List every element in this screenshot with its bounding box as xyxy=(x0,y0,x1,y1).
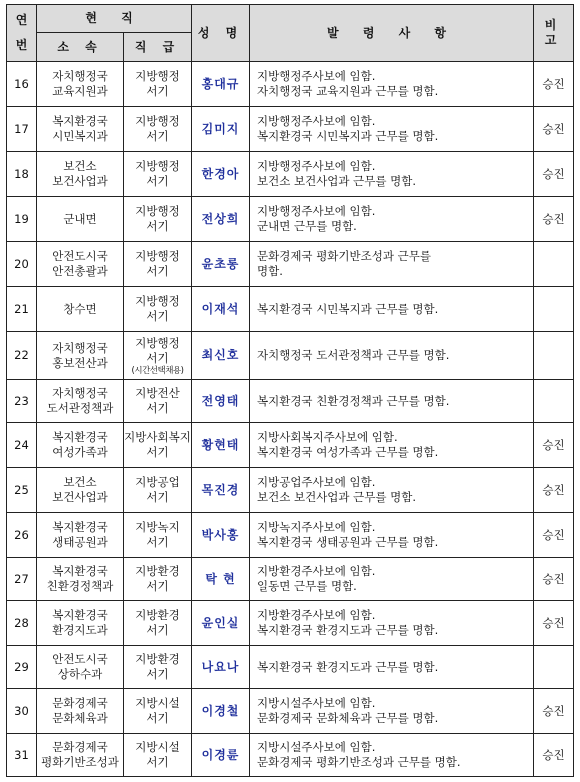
rank-line: 지방행정 xyxy=(135,294,180,308)
department-line: 복지환경국 xyxy=(52,114,108,128)
header-remarks: 비 고 xyxy=(534,5,574,62)
table-row xyxy=(7,62,574,107)
table-row xyxy=(7,689,574,734)
appointment-detail-line: 복지환경국 환경지도과 근무를 명함. xyxy=(257,659,439,674)
appointment-detail-line: 복지환경국 시민복지과 근무를 명함. xyxy=(257,129,439,143)
table-row xyxy=(7,152,574,197)
department-cell xyxy=(37,558,124,601)
rank-line: 지방행정 xyxy=(135,69,180,83)
remarks-cell: 승진 xyxy=(534,734,574,777)
remarks-cell: 승진 xyxy=(534,62,574,107)
rank-cell xyxy=(124,646,192,689)
department-cell xyxy=(37,646,124,689)
department-line: 안전총괄과 xyxy=(52,264,108,278)
department-cell xyxy=(37,242,124,287)
serial-number-cell: 30 xyxy=(7,689,37,734)
header-serial-number: 연 번 xyxy=(7,5,37,62)
rank-line: 지방공업 xyxy=(135,475,180,489)
person-name-cell: 나요나 xyxy=(192,646,250,689)
department-line: 복지환경국 xyxy=(52,430,108,444)
department-cell xyxy=(37,62,124,107)
department-cell xyxy=(37,287,124,332)
department-line: 자치행정국 xyxy=(52,386,108,400)
person-name-cell: 윤초롱 xyxy=(192,242,250,287)
appointment-detail-line: 군내면 근무를 명함. xyxy=(257,219,357,233)
rank-line: 서기 xyxy=(146,445,169,459)
department-cell xyxy=(37,197,124,242)
remarks-cell xyxy=(534,287,574,332)
appointment-detail-line: 지방사회복지주사보에 임함. xyxy=(257,430,398,444)
department-line: 문화경제국 xyxy=(52,696,108,710)
rank-line: 지방환경 xyxy=(135,564,180,578)
rank-line: 서기 xyxy=(146,129,169,143)
appointment-detail-line: 지방환경주사보에 임함. xyxy=(257,608,376,622)
remarks-cell: 승진 xyxy=(534,152,574,197)
person-name-cell: 윤인실 xyxy=(192,601,250,646)
appointment-detail-line: 보건소 보건사업과 근무를 명함. xyxy=(257,490,417,504)
person-name-cell: 이경륜 xyxy=(192,734,250,777)
department-line: 보건사업과 xyxy=(52,174,108,188)
appointment-table-wrapper xyxy=(6,4,574,777)
department-line: 문화체육과 xyxy=(52,711,108,725)
appointment-detail-line: 복지환경국 생태공원과 근무를 명함. xyxy=(257,535,439,549)
remarks-cell: 승진 xyxy=(534,197,574,242)
appointment-detail-line: 명함. xyxy=(257,264,283,278)
remarks-cell: 승진 xyxy=(534,601,574,646)
serial-number-cell: 23 xyxy=(7,380,37,423)
appointment-detail-line: 자치행정국 도서관정책과 근무를 명함. xyxy=(257,348,450,362)
department-line: 생태공원과 xyxy=(52,535,108,549)
appointment-detail-line: 복지환경국 환경지도과 근무를 명함. xyxy=(257,623,439,637)
serial-number-cell: 31 xyxy=(7,734,37,777)
remarks-cell: 승진 xyxy=(534,513,574,558)
table-row xyxy=(7,423,574,468)
appointment-detail-line: 지방공업주사보에 임함. xyxy=(257,475,376,489)
rank-line: 지방행정 xyxy=(135,249,180,263)
rank-line: 서기 xyxy=(146,401,169,415)
table-row xyxy=(7,197,574,242)
person-name-cell: 목진경 xyxy=(192,468,250,513)
rank-line: 지방행정 xyxy=(135,204,180,218)
rank-line: 지방시설 xyxy=(135,740,180,754)
serial-number-cell: 16 xyxy=(7,62,37,107)
rank-cell xyxy=(124,287,192,332)
appointment-detail-line: 지방녹지주사보에 임함. xyxy=(257,520,376,534)
serial-number-cell: 27 xyxy=(7,558,37,601)
rank-cell xyxy=(124,152,192,197)
appointment-detail-line: 보건소 보건사업과 근무를 명함. xyxy=(257,174,417,188)
header-current-position: 현 직 xyxy=(37,5,192,33)
serial-number-cell: 22 xyxy=(7,332,37,380)
rank-cell xyxy=(124,468,192,513)
rank-line: 지방녹지 xyxy=(135,520,180,534)
appointment-detail-cell xyxy=(250,601,534,646)
rank-line: 지방환경 xyxy=(135,608,180,622)
appointment-table xyxy=(6,4,574,777)
department-line: 자치행정국 xyxy=(52,340,108,355)
department-cell xyxy=(37,468,124,513)
appointment-detail-line: 복지환경국 시민복지과 근무를 명함. xyxy=(257,301,439,316)
header-name: 성 명 xyxy=(192,5,250,62)
department-line: 도서관정책과 xyxy=(46,401,114,415)
appointment-detail-cell xyxy=(250,242,534,287)
department-cell xyxy=(37,152,124,197)
department-line: 복지환경국 xyxy=(52,520,108,534)
department-line: 평화기반조성과 xyxy=(41,755,119,769)
department-line: 자치행정국 xyxy=(52,69,108,83)
table-row xyxy=(7,468,574,513)
table-row xyxy=(7,513,574,558)
rank-cell xyxy=(124,332,192,380)
appointment-detail-cell xyxy=(250,468,534,513)
rank-line: 서기 xyxy=(146,174,169,188)
rank-line: 지방행정 xyxy=(135,159,180,173)
department-line: 환경지도과 xyxy=(52,623,108,637)
appointment-detail-line: 지방시설주사보에 임함. xyxy=(257,696,376,710)
person-name-cell: 황현태 xyxy=(192,423,250,468)
table-row xyxy=(7,646,574,689)
rank-cell xyxy=(124,242,192,287)
person-name-cell: 이재석 xyxy=(192,287,250,332)
appointment-detail-cell xyxy=(250,152,534,197)
department-line: 친환경정책과 xyxy=(46,579,114,593)
appointment-detail-line: 지방환경주사보에 임함. xyxy=(257,564,376,578)
table-row xyxy=(7,558,574,601)
header-appointment-details: 발 령 사 항 xyxy=(250,5,534,62)
appointment-detail-cell xyxy=(250,287,534,332)
rank-line: 지방환경 xyxy=(135,652,180,666)
appointment-detail-line: 일동면 근무를 명함. xyxy=(257,579,357,593)
department-cell xyxy=(37,734,124,777)
person-name-cell: 전영태 xyxy=(192,380,250,423)
appointment-detail-cell xyxy=(250,646,534,689)
header-rank: 직 급 xyxy=(124,33,192,62)
rank-line: 지방행정 xyxy=(135,114,180,128)
remarks-cell: 승진 xyxy=(534,558,574,601)
person-name-cell: 김미지 xyxy=(192,107,250,152)
rank-cell xyxy=(124,380,192,423)
serial-number-cell: 24 xyxy=(7,423,37,468)
department-line: 보건소 xyxy=(63,159,97,173)
table-row xyxy=(7,107,574,152)
person-name-cell: 최신호 xyxy=(192,332,250,380)
appointment-detail-cell xyxy=(250,107,534,152)
appointment-detail-cell xyxy=(250,689,534,734)
rank-line: 서기 xyxy=(146,667,169,681)
appointment-detail-cell xyxy=(250,423,534,468)
serial-number-cell: 17 xyxy=(7,107,37,152)
person-name-cell: 한경아 xyxy=(192,152,250,197)
rank-line: 서기 xyxy=(146,309,169,323)
remarks-cell xyxy=(534,646,574,689)
rank-line: 지방전산 xyxy=(135,386,180,400)
rank-line: 서기 xyxy=(146,579,169,593)
header-department: 소 속 xyxy=(37,33,124,62)
serial-number-cell: 29 xyxy=(7,646,37,689)
rank-cell xyxy=(124,689,192,734)
department-line: 문화경제국 xyxy=(52,740,108,754)
department-line: 안전도시국 xyxy=(52,652,108,666)
appointment-detail-cell xyxy=(250,558,534,601)
appointment-detail-line: 지방시설주사보에 임함. xyxy=(257,740,376,754)
rank-line: 지방행정 xyxy=(135,335,180,350)
department-cell xyxy=(37,380,124,423)
appointment-detail-line: 복지환경국 친환경정책과 근무를 명함. xyxy=(257,393,450,408)
serial-number-cell: 26 xyxy=(7,513,37,558)
rank-cell xyxy=(124,62,192,107)
serial-number-cell: 18 xyxy=(7,152,37,197)
serial-number-cell: 20 xyxy=(7,242,37,287)
appointment-detail-line: 문화경제국 문화체육과 근무를 명함. xyxy=(257,711,439,725)
department-cell xyxy=(37,601,124,646)
rank-line: 서기 xyxy=(146,264,169,278)
table-row xyxy=(7,380,574,423)
person-name-cell: 전상희 xyxy=(192,197,250,242)
appointment-detail-cell xyxy=(250,197,534,242)
department-cell xyxy=(37,423,124,468)
department-line: 복지환경국 xyxy=(52,608,108,622)
rank-cell xyxy=(124,734,192,777)
rank-line: 서기 xyxy=(146,535,169,549)
rank-cell xyxy=(124,601,192,646)
table-row xyxy=(7,242,574,287)
department-line: 안전도시국 xyxy=(52,249,108,263)
department-line: 복지환경국 xyxy=(52,564,108,578)
table-row xyxy=(7,734,574,777)
rank-note: (시간선택채용) xyxy=(131,365,184,376)
rank-line: 서기 xyxy=(146,711,169,725)
serial-number-cell: 21 xyxy=(7,287,37,332)
department-cell xyxy=(37,689,124,734)
rank-line: 서기 xyxy=(146,219,169,233)
appointment-detail-cell xyxy=(250,734,534,777)
rank-line: 서기 xyxy=(146,350,169,365)
appointment-detail-cell xyxy=(250,62,534,107)
rank-line: 지방시설 xyxy=(135,696,180,710)
department-cell xyxy=(37,107,124,152)
table-row xyxy=(7,601,574,646)
person-name-cell: 이경철 xyxy=(192,689,250,734)
remarks-cell: 승진 xyxy=(534,468,574,513)
remarks-cell xyxy=(534,332,574,380)
rank-line: 서기 xyxy=(146,84,169,98)
rank-cell xyxy=(124,197,192,242)
serial-number-cell: 19 xyxy=(7,197,37,242)
appointment-detail-cell xyxy=(250,332,534,380)
appointment-detail-line: 복지환경국 여성가족과 근무를 명함. xyxy=(257,445,439,459)
rank-cell xyxy=(124,513,192,558)
person-name-cell: 탁 현 xyxy=(192,558,250,601)
appointment-detail-line: 지방행정주사보에 임함. xyxy=(257,114,376,128)
department-line: 군내면 xyxy=(63,211,97,226)
department-line: 보건사업과 xyxy=(52,490,108,504)
rank-line: 서기 xyxy=(146,755,169,769)
serial-number-cell: 25 xyxy=(7,468,37,513)
department-line: 시민복지과 xyxy=(52,129,108,143)
remarks-cell: 승진 xyxy=(534,423,574,468)
remarks-cell: 승진 xyxy=(534,689,574,734)
appointment-detail-line: 지방행정주사보에 임함. xyxy=(257,159,376,173)
appointment-detail-line: 자치행정국 교육지원과 근무를 명함. xyxy=(257,84,439,98)
appointment-detail-cell xyxy=(250,380,534,423)
appointment-detail-line: 지방행정주사보에 임함. xyxy=(257,204,376,218)
person-name-cell: 박사홍 xyxy=(192,513,250,558)
rank-line: 지방사회복지 xyxy=(124,430,191,444)
department-cell xyxy=(37,513,124,558)
rank-cell xyxy=(124,423,192,468)
department-line: 보건소 xyxy=(63,475,97,489)
rank-cell xyxy=(124,558,192,601)
rank-line: 서기 xyxy=(146,490,169,504)
department-line: 홍보전산과 xyxy=(52,355,108,370)
remarks-cell xyxy=(534,380,574,423)
department-line: 여성가족과 xyxy=(52,445,108,459)
appointment-detail-line: 문화경제국 평화기반조성과 근무를 명함. xyxy=(257,755,461,769)
department-line: 상하수과 xyxy=(57,667,103,681)
rank-cell xyxy=(124,107,192,152)
person-name-cell: 홍대규 xyxy=(192,62,250,107)
remarks-cell xyxy=(534,242,574,287)
appointment-detail-cell xyxy=(250,513,534,558)
rank-line: 서기 xyxy=(146,623,169,637)
table-body xyxy=(7,62,574,777)
serial-number-cell: 28 xyxy=(7,601,37,646)
table-row xyxy=(7,332,574,380)
department-cell xyxy=(37,332,124,380)
remarks-cell: 승진 xyxy=(534,107,574,152)
department-line: 교육지원과 xyxy=(52,84,108,98)
appointment-detail-line: 지방행정주사보에 임함. xyxy=(257,69,376,83)
table-row xyxy=(7,287,574,332)
appointment-detail-line: 문화경제국 평화기반조성과 근무를 xyxy=(257,249,431,263)
department-line: 창수면 xyxy=(63,301,97,316)
